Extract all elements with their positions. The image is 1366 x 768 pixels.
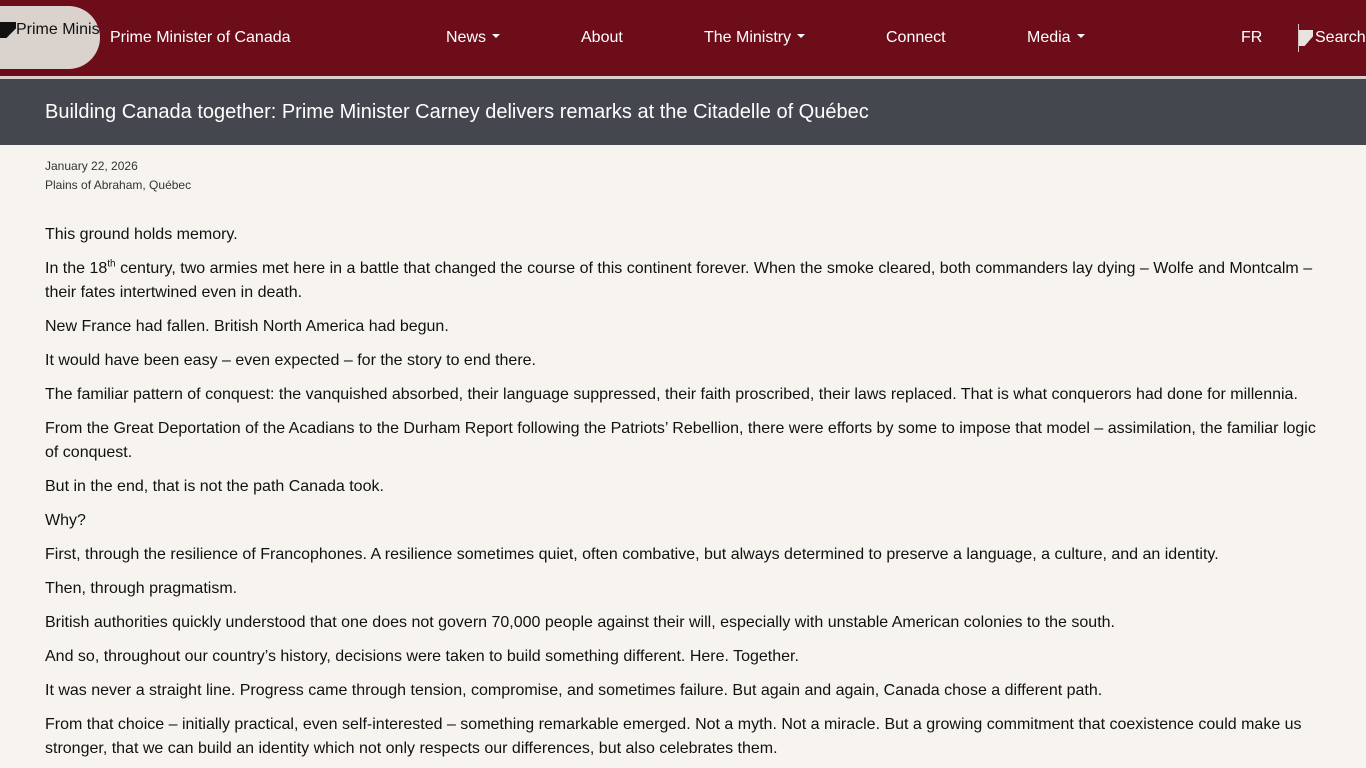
paragraph: From the Great Deportation of the Acadians to the Durham Report following the Patriots’ Rebellion, there were efforts by some to impose that model – assimilation, the familiar logic of conquest.: [45, 420, 1316, 461]
page-title: Building Canada together: Prime Minister Carney delivers remarks at the Citadelle of Québec: [45, 100, 869, 123]
ordinal-superscript: th: [107, 258, 116, 270]
article-date: January 22, 2026: [45, 159, 138, 173]
language-toggle[interactable]: FR: [1241, 29, 1263, 46]
paragraph: From that choice – initially practical, even self-interested – something remarkable emerged. Not a myth. Not a miracle. But a growing commitment that coexistence could make us stronger, that we can build an identity which not only respects our differences, but also celebrates them.: [45, 716, 1302, 757]
paragraph: But in the end, that is not the path Canada took.: [45, 478, 384, 495]
nav-news-label: News: [446, 29, 487, 46]
nav-media[interactable]: [1027, 29, 1085, 47]
nav-ministry-label: The Ministry: [704, 29, 792, 46]
article-body: [0, 195, 1366, 761]
nav-media-label: Media: [1027, 29, 1071, 46]
article-meta: [0, 145, 1366, 195]
paragraph: [45, 257, 1321, 305]
paragraph: And so, throughout our country’s history, decisions were taken to build something different. Here. Together.: [45, 648, 799, 665]
nav-about-label: About: [581, 29, 623, 46]
paragraph: It would have been easy – even expected – for the story to end there.: [45, 352, 536, 369]
chevron-down-icon: [797, 34, 805, 38]
paragraph: British authorities quickly understood that one does not govern 70,000 people against their will, especially with unstable American colonies to the south.: [45, 614, 1115, 631]
nav-connect-label: Connect: [886, 29, 946, 46]
paragraph: New France had fallen. British North America had begun.: [45, 318, 449, 335]
article-location: Plains of Abraham, Québec: [45, 178, 192, 192]
paragraph: First, through the resilience of Francophones. A resilience sometimes quiet, often combative, but always determined to preserve a language, a culture, and an identity.: [45, 546, 1219, 563]
paragraph: This ground holds memory.: [45, 226, 238, 243]
paragraph-text: century, two armies met here in a battle that changed the course of this continent forever. When the smoke cleared, both commanders lay dying – Wolfe and Montcalm – their fates intertwined even in death.: [45, 260, 1313, 301]
nav-connect[interactable]: [886, 29, 946, 47]
logo-alt-text: Prime Minis: [16, 21, 100, 38]
nav-news[interactable]: [446, 29, 500, 47]
search-label: Search: [1315, 29, 1366, 46]
search-icon: [1299, 30, 1313, 46]
nav-about[interactable]: [581, 29, 623, 47]
chevron-down-icon: [1077, 34, 1085, 38]
paragraph: Why?: [45, 512, 86, 529]
title-band: [0, 79, 1366, 145]
paragraph: Then, through pragmatism.: [45, 580, 238, 597]
search-button[interactable]: [1298, 24, 1366, 52]
site-header: [0, 0, 1366, 79]
chevron-down-icon: [492, 34, 500, 38]
paragraph: The familiar pattern of conquest: the vanquished absorbed, their language suppressed, their faith proscribed, their laws replaced. That is what conquerors had done for millennia.: [45, 386, 1298, 403]
paragraph: It was never a straight line. Progress came through tension, compromise, and sometimes failure. But again and again, Canada chose a different path.: [45, 682, 1103, 699]
site-title-link[interactable]: Prime Minister of Canada: [110, 29, 291, 46]
main-nav: [0, 29, 1366, 49]
paragraph-text: In the 18: [45, 260, 108, 277]
nav-the-ministry[interactable]: [704, 29, 805, 47]
